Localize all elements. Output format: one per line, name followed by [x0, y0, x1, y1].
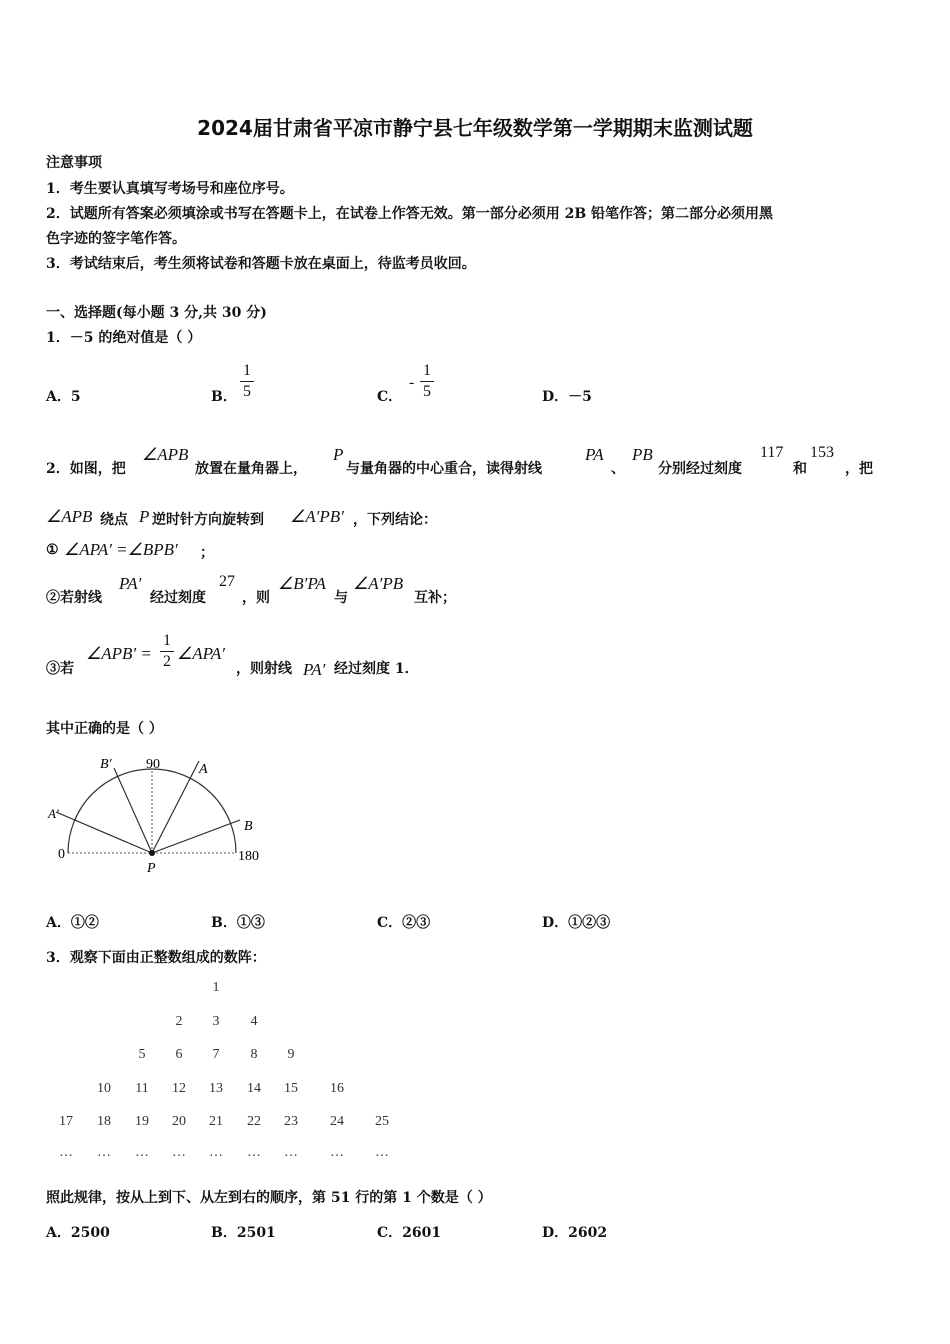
q2-conclusion-3-math-1: ∠APB′ =: [86, 644, 152, 663]
q2-conclusion-3-math-2: ∠APA′: [177, 644, 225, 663]
q2-conclusion-3-text-a: ③若: [46, 661, 74, 677]
array-cell: 4: [250, 1014, 258, 1029]
array-cell: 6: [175, 1047, 183, 1062]
array-cell: 1: [212, 980, 220, 995]
notice-item-3: 3．考试结束后，考生须将试卷和答题卡放在桌面上，待监考员收回。: [46, 256, 476, 272]
array-cell: 15: [284, 1081, 298, 1096]
ray-pa: [152, 761, 199, 853]
q1-c-numerator: 1: [423, 362, 431, 379]
q3-option-c: C．2601: [377, 1225, 442, 1241]
q2-conclusion-3-text-c: 经过刻度 1．: [334, 661, 419, 677]
array-cell: …: [59, 1145, 73, 1160]
array-cell: 9: [287, 1047, 295, 1062]
q3-ask: 照此规律，按从上到下、从左到右的顺序，第 51 行的第 1 个数是（ ）: [46, 1190, 492, 1206]
q2-option-a: A．①②: [46, 915, 99, 931]
notice-item-1: 1．考生要认真填写考场号和座位序号。: [46, 181, 294, 197]
q2-conclusion-1-math: ∠APA′ =∠BPB′: [64, 540, 178, 559]
q3-stem: 3．观察下面由正整数组成的数阵：: [46, 950, 266, 966]
q2-l2-text-3: ，下列结论：: [353, 512, 437, 528]
q2-text-6: 和: [793, 461, 807, 477]
q1-c-denominator: 5: [423, 383, 431, 400]
array-cell: 3: [212, 1014, 220, 1029]
array-cell: 14: [247, 1081, 261, 1096]
q2-text-7: ，把: [845, 461, 873, 477]
q2-conclusion-3-math-3: PA′: [303, 660, 326, 679]
array-cell: …: [135, 1145, 149, 1160]
array-cell: 24: [330, 1114, 344, 1129]
q3-option-b: B．2501: [211, 1225, 276, 1241]
array-cell: …: [247, 1145, 261, 1160]
q2-conclusion-2-text-c: ，则: [242, 590, 270, 606]
array-cell: 7: [212, 1047, 220, 1062]
label-b-prime: B′: [100, 757, 112, 772]
label-p: P: [147, 861, 156, 876]
q2-text-4: 、: [611, 461, 625, 477]
q2-l2-math-2: P: [139, 507, 150, 526]
q2-conclusion-2-text-a: ②若射线: [46, 590, 102, 606]
label-a: A: [199, 762, 208, 777]
section-heading: 一、选择题(每小题 3 分,共 30 分): [46, 305, 267, 321]
array-cell: …: [97, 1145, 111, 1160]
array-cell: …: [172, 1145, 186, 1160]
q3-option-a: A．2500: [46, 1225, 110, 1241]
q2-text-5: 分别经过刻度: [658, 461, 742, 477]
q1-option-a: A．5: [46, 389, 81, 405]
array-cell: 16: [330, 1081, 344, 1096]
page-title: 2024届甘肃省平凉市静宁县七年级数学第一学期期末监测试题: [197, 116, 753, 140]
q2-conclusion-2-math-3: ∠A′PB: [353, 574, 404, 593]
label-90: 90: [146, 757, 160, 772]
q1-option-b-label: B．: [211, 389, 237, 405]
array-cell: 19: [135, 1114, 149, 1129]
notice-item-2-line-2: 色字迹的签字笔作答。: [46, 231, 186, 247]
center-point-p: [149, 850, 155, 856]
q2-option-d: D．①②③: [542, 915, 611, 931]
array-cell: 5: [138, 1047, 146, 1062]
array-cell: …: [375, 1145, 389, 1160]
array-cell: 17: [59, 1114, 73, 1129]
q2-ask: 其中正确的是（ ）: [46, 721, 163, 737]
q1-option-c-sign: -: [409, 374, 415, 391]
array-cell: 23: [284, 1114, 298, 1129]
protractor-figure: [40, 748, 280, 878]
array-cell: 10: [97, 1081, 111, 1096]
notice-heading: 注意事项: [46, 155, 102, 171]
q2-conclusion-2-text-d: 与: [334, 590, 348, 606]
label-0: 0: [58, 847, 65, 862]
q2-conclusion-3-text-b: ，则射线: [236, 661, 292, 677]
ray-pb: [152, 820, 240, 853]
label-b: B: [244, 819, 253, 834]
q2-conclusion-1-end: ；: [200, 545, 214, 561]
label-a-prime: A′: [48, 806, 59, 821]
q1-option-b-fraction: [240, 362, 254, 401]
array-cell: 11: [135, 1081, 149, 1096]
q2-l2-text-1: 绕点: [100, 512, 128, 528]
q2-option-b: B．①③: [211, 915, 265, 931]
q2-text-1: 2．如图，把: [46, 461, 126, 477]
q2-conclusion-2-math-1: PA′: [119, 574, 142, 593]
array-cell: …: [209, 1145, 223, 1160]
q2-text-2: 放置在量角器上，: [195, 461, 307, 477]
q1-option-c-fraction: [420, 362, 434, 401]
q2-value-153: 153: [810, 444, 834, 461]
q2-math-angle-apb: ∠APB: [142, 445, 189, 464]
q2-conclusion-1-mark: ①: [46, 542, 59, 558]
q2-conclusion-3-fraction: [160, 632, 174, 671]
q2-text-3: 与量角器的中心重合，读得射线: [346, 461, 542, 477]
q2-l2-text-2: 逆时针方向旋转到: [152, 512, 264, 528]
q2-value-117: 117: [760, 444, 784, 461]
array-cell: 2: [175, 1014, 183, 1029]
array-cell: 20: [172, 1114, 186, 1129]
q1-b-numerator: 1: [243, 362, 251, 379]
q2-conclusion-2-value: 27: [219, 573, 235, 590]
array-cell: 12: [172, 1081, 186, 1096]
q1-option-d: D．－5: [542, 389, 592, 405]
q2-conclusion-2-text-e: 互补；: [414, 590, 456, 606]
q2-math-pb: PB: [632, 445, 653, 464]
label-180: 180: [238, 849, 259, 864]
q2-l2-math-1: ∠APB: [46, 507, 93, 526]
array-cell: 21: [209, 1114, 223, 1129]
ray-pb-prime: [114, 768, 152, 853]
q1-stem: 1．－5 的绝对值是（ ）: [46, 330, 202, 346]
q3-option-d: D．2602: [542, 1225, 608, 1241]
q1-option-c-label: C．: [377, 389, 403, 405]
q2-conclusion-2-text-b: 经过刻度: [150, 590, 206, 606]
q1-b-denominator: 5: [243, 383, 251, 400]
array-cell: …: [284, 1145, 298, 1160]
array-cell: 25: [375, 1114, 389, 1129]
q2-conclusion-2-math-2: ∠B′PA: [278, 574, 326, 593]
array-cell: 8: [250, 1047, 258, 1062]
q2-math-p: P: [333, 445, 344, 464]
q2-math-pa: PA: [585, 445, 604, 464]
q2-option-c: C．②③: [377, 915, 431, 931]
array-cell: 18: [97, 1114, 111, 1129]
array-cell: …: [330, 1145, 344, 1160]
q2-l2-math-3: ∠A′PB′: [290, 507, 344, 526]
notice-item-2-line-1: 2．试题所有答案必须填涂或书写在答题卡上，在试卷上作答无效。第一部分必须用 2B 铅笔作答；第二部分必须用黑: [46, 206, 774, 222]
q2-c3-denominator: 2: [163, 653, 171, 670]
q2-c3-numerator: 1: [163, 632, 171, 649]
array-cell: 13: [209, 1081, 223, 1096]
array-cell: 22: [247, 1114, 261, 1129]
